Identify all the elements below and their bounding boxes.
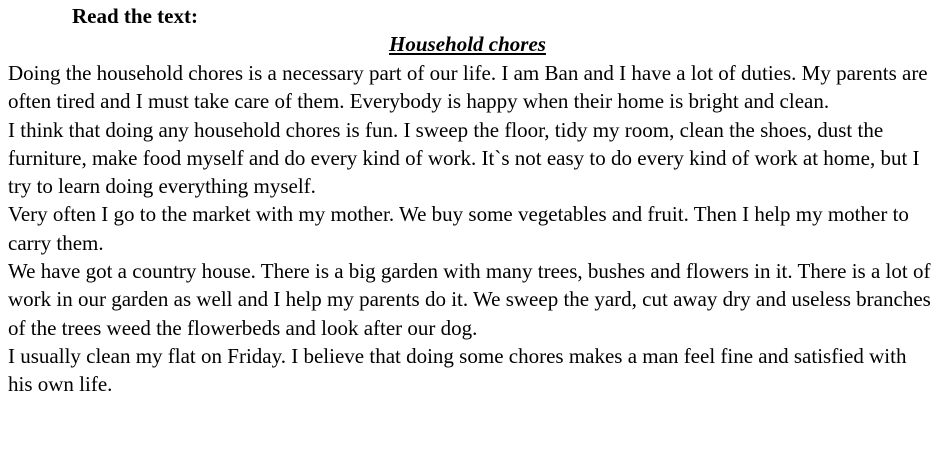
instruction-heading: Read the text:: [72, 4, 198, 28]
paragraph-3: Very often I go to the market with my mother. We buy some vegetables and fruit. Then I help my mother to carry them.: [8, 202, 909, 255]
reading-text: [8, 59, 936, 399]
paragraph-2: I think that doing any household chores is fun. I sweep the floor, tidy my room, clean the shoes, dust the furniture, make food myself and do every kind of work. It`s not easy to do every kind of work at home, but I try to learn doing everything myself.: [8, 117, 920, 199]
paragraph-5: I usually clean my flat on Friday. I believe that doing some chores makes a man feel fine and satisfied with his own life.: [8, 343, 907, 397]
paragraph-1: Doing the household chores is a necessary part of our life. I am Ban and I have a lot of duties. My parents are often tired and I must take care of them. Everybody is happy when their home is bright and clean.: [8, 61, 928, 114]
text-title: Household chores: [389, 32, 546, 56]
paragraph-4: We have got a country house. There is a big garden with many trees, bushes and flowers in it. There is a lot of work in our garden as well and I help my parents do it. We sweep the yard, cut away dry and useless branches of the trees weed the flowerbeds and look after our dog.: [8, 259, 931, 340]
